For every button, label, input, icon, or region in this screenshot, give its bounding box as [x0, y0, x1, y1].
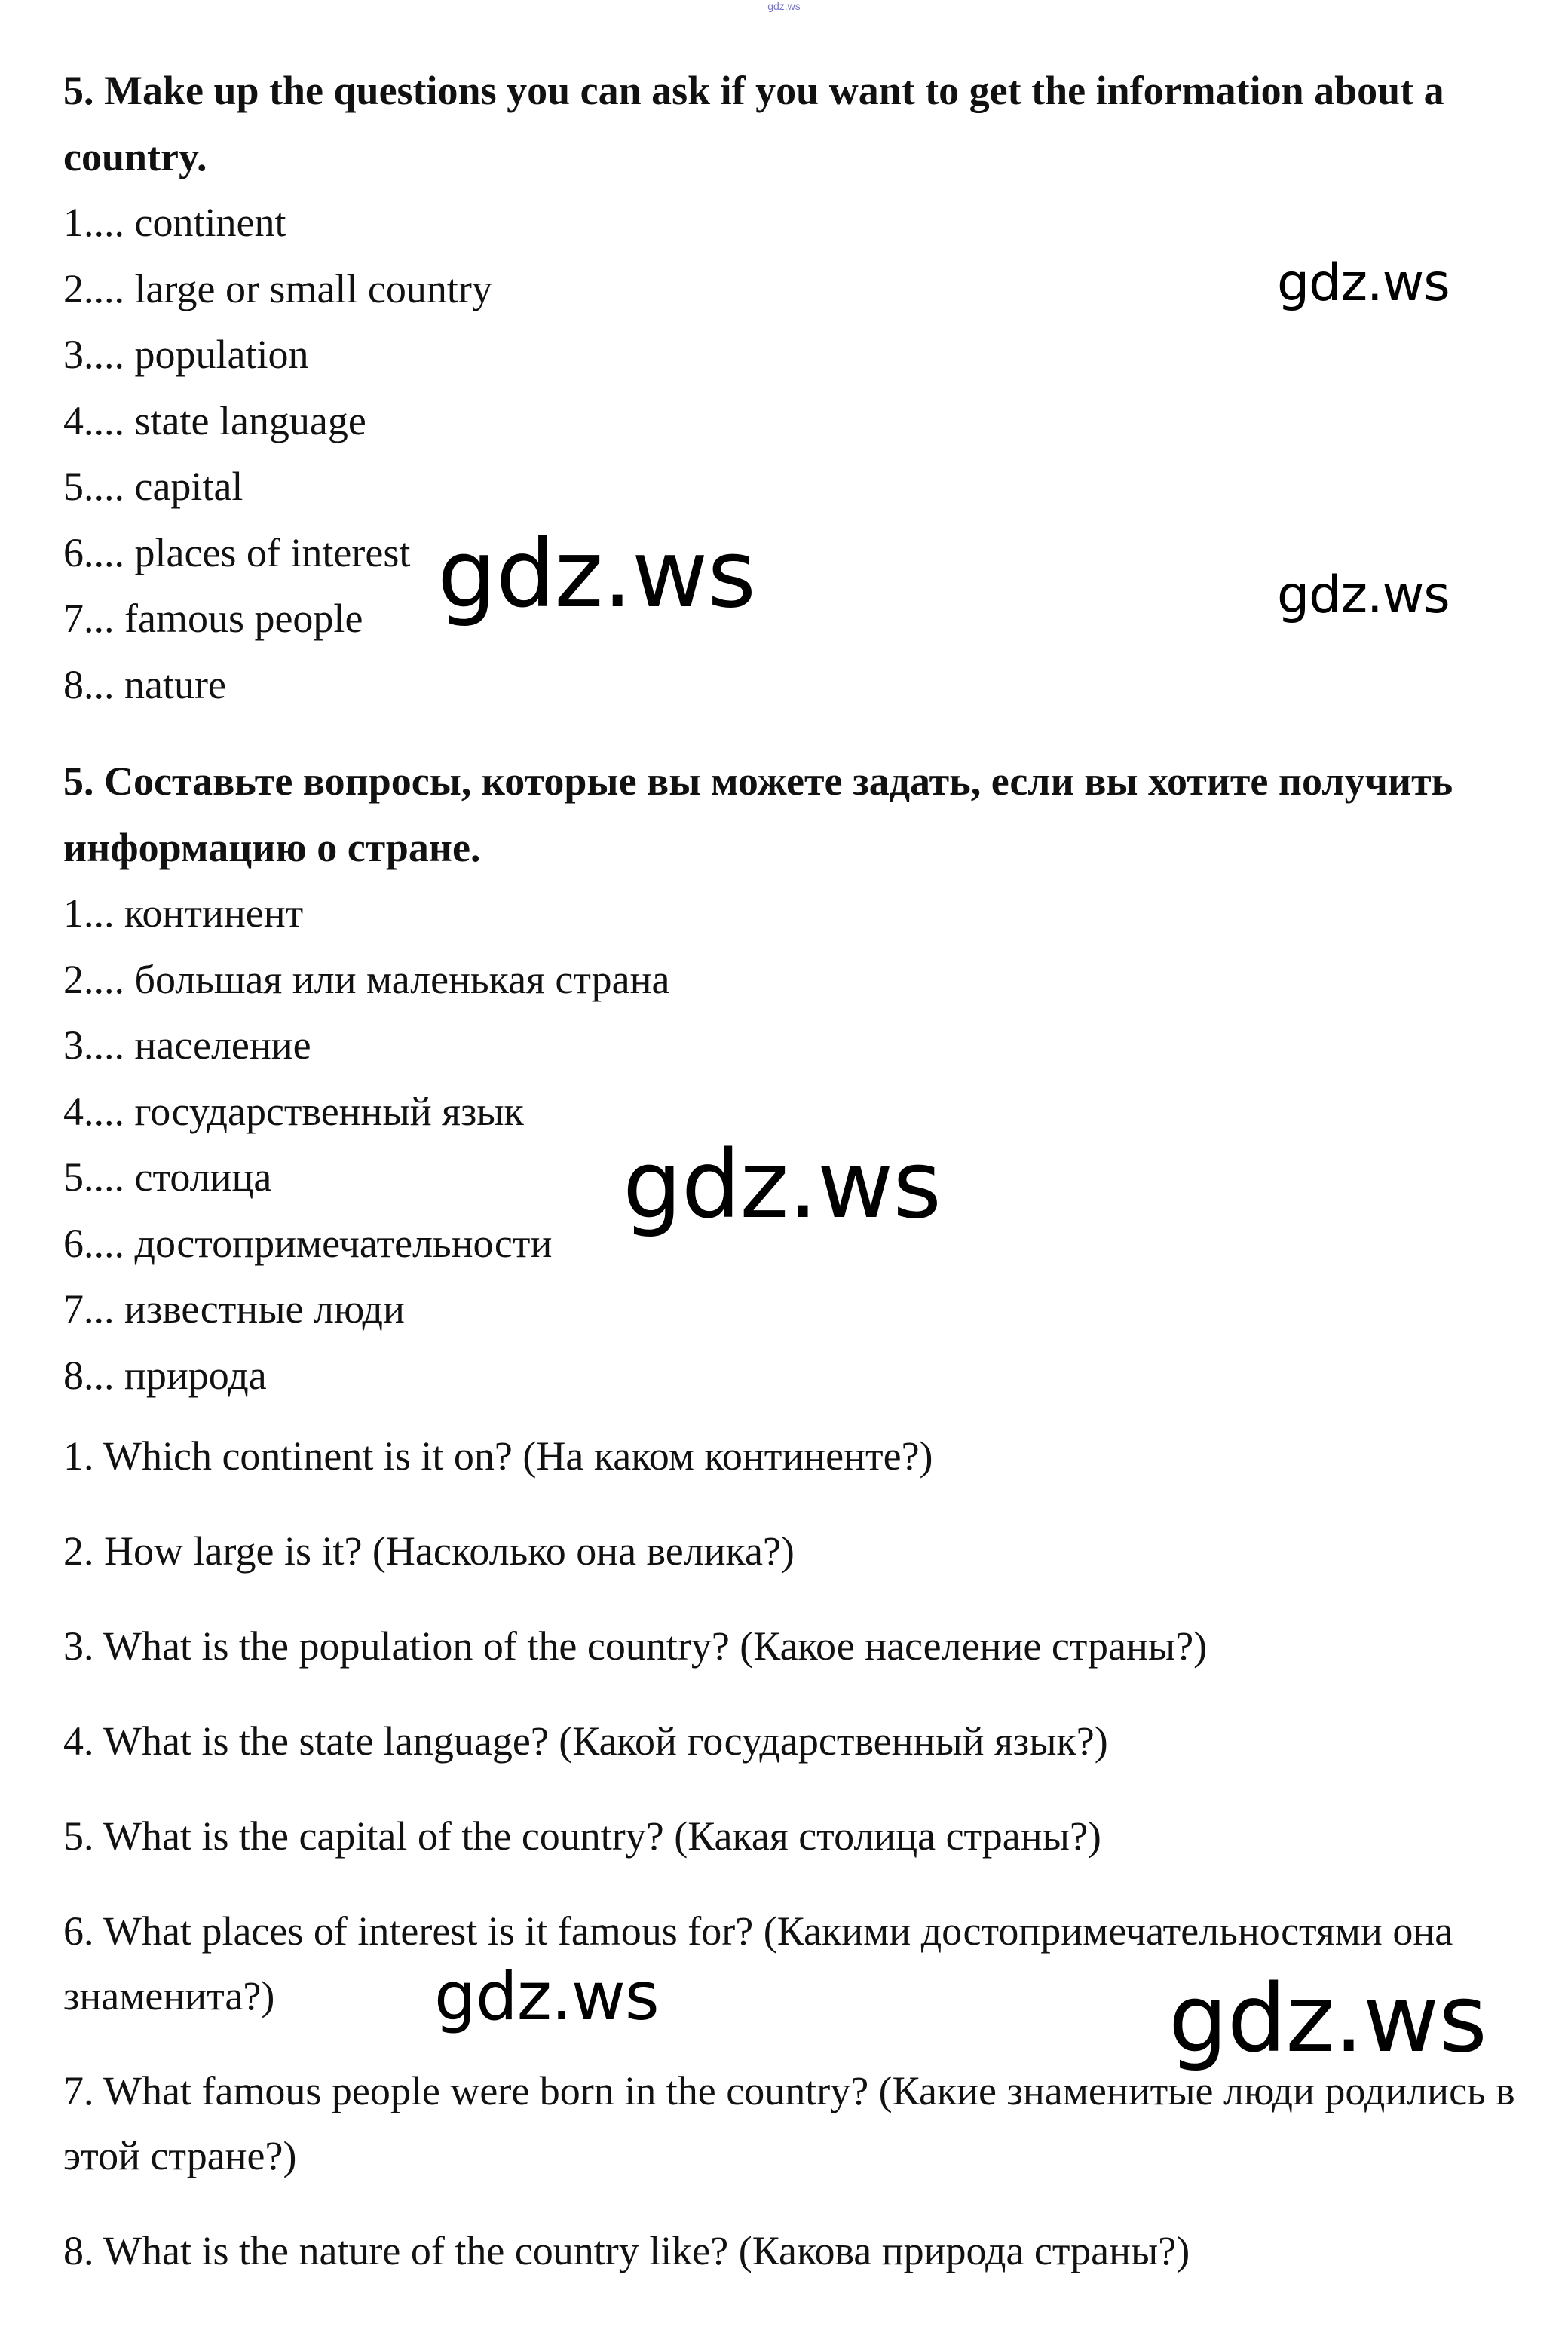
answer-item: 4. What is the state language? (Какой государственный язык?)	[63, 1718, 1108, 1764]
list-item: 6.... достопримечательности	[63, 1220, 553, 1266]
list-item: 8... природа	[63, 1352, 267, 1398]
section-spacer	[63, 1408, 1541, 1424]
list-item: 5.... capital	[63, 464, 243, 509]
section-spacer	[63, 718, 1541, 748]
watermark: gdz.ws	[623, 1131, 941, 1240]
list-item: 2.... large or small country	[63, 265, 492, 311]
list-item: 7... famous people	[63, 596, 363, 641]
list-item: 1... континент	[63, 890, 304, 936]
list-item: 2.... большая или маленькая страна	[63, 956, 670, 1002]
list-item: 8... nature	[63, 661, 226, 707]
top-watermark: gdz.ws	[767, 0, 801, 12]
answer-item: 5. What is the capital of the country? (Какая столица страны?)	[63, 1813, 1101, 1859]
answer-item: 8. What is the nature of the country like? (Какова природа страны?)	[63, 2228, 1190, 2273]
list-item: 4.... государственный язык	[63, 1088, 524, 1134]
list-item: 7... известные люди	[63, 1286, 405, 1332]
watermark: gdz.ws	[434, 1957, 659, 2035]
list-item: 5.... столица	[63, 1154, 272, 1200]
answer-item: 6. What places of interest is it famous for? (Какими достопримечательностями она знаменита?)	[63, 1908, 1453, 2018]
watermark: gdz.ws	[437, 520, 755, 629]
answer-item: 1. Which continent is it on? (На каком континенте?)	[63, 1433, 933, 1479]
watermark: gdz.ws	[1277, 566, 1450, 625]
list-item: 6.... places of interest	[63, 529, 411, 575]
answers-list	[63, 1424, 1541, 2283]
watermark: gdz.ws	[1168, 1965, 1487, 2074]
list-item: 4.... state language	[63, 397, 366, 443]
english-task-heading: 5. Make up the questions you can ask if you want to get the information about a country.	[63, 68, 1444, 179]
list-item: 3.... население	[63, 1022, 311, 1068]
answer-item: 7. What famous people were born in the country? (Какие знаменитые люди родились в этой стране?)	[63, 2068, 1515, 2178]
answer-item: 3. What is the population of the country? (Какое население страны?)	[63, 1623, 1208, 1669]
list-item: 3.... population	[63, 332, 309, 377]
answer-item: 2. How large is it? (Насколько она велика?)	[63, 1528, 795, 1574]
russian-task-heading: 5. Составьте вопросы, которые вы можете задать, если вы хотите получить информацию о стране.	[63, 759, 1453, 870]
list-item: 1.... continent	[63, 200, 286, 245]
watermark: gdz.ws	[1277, 253, 1450, 313]
